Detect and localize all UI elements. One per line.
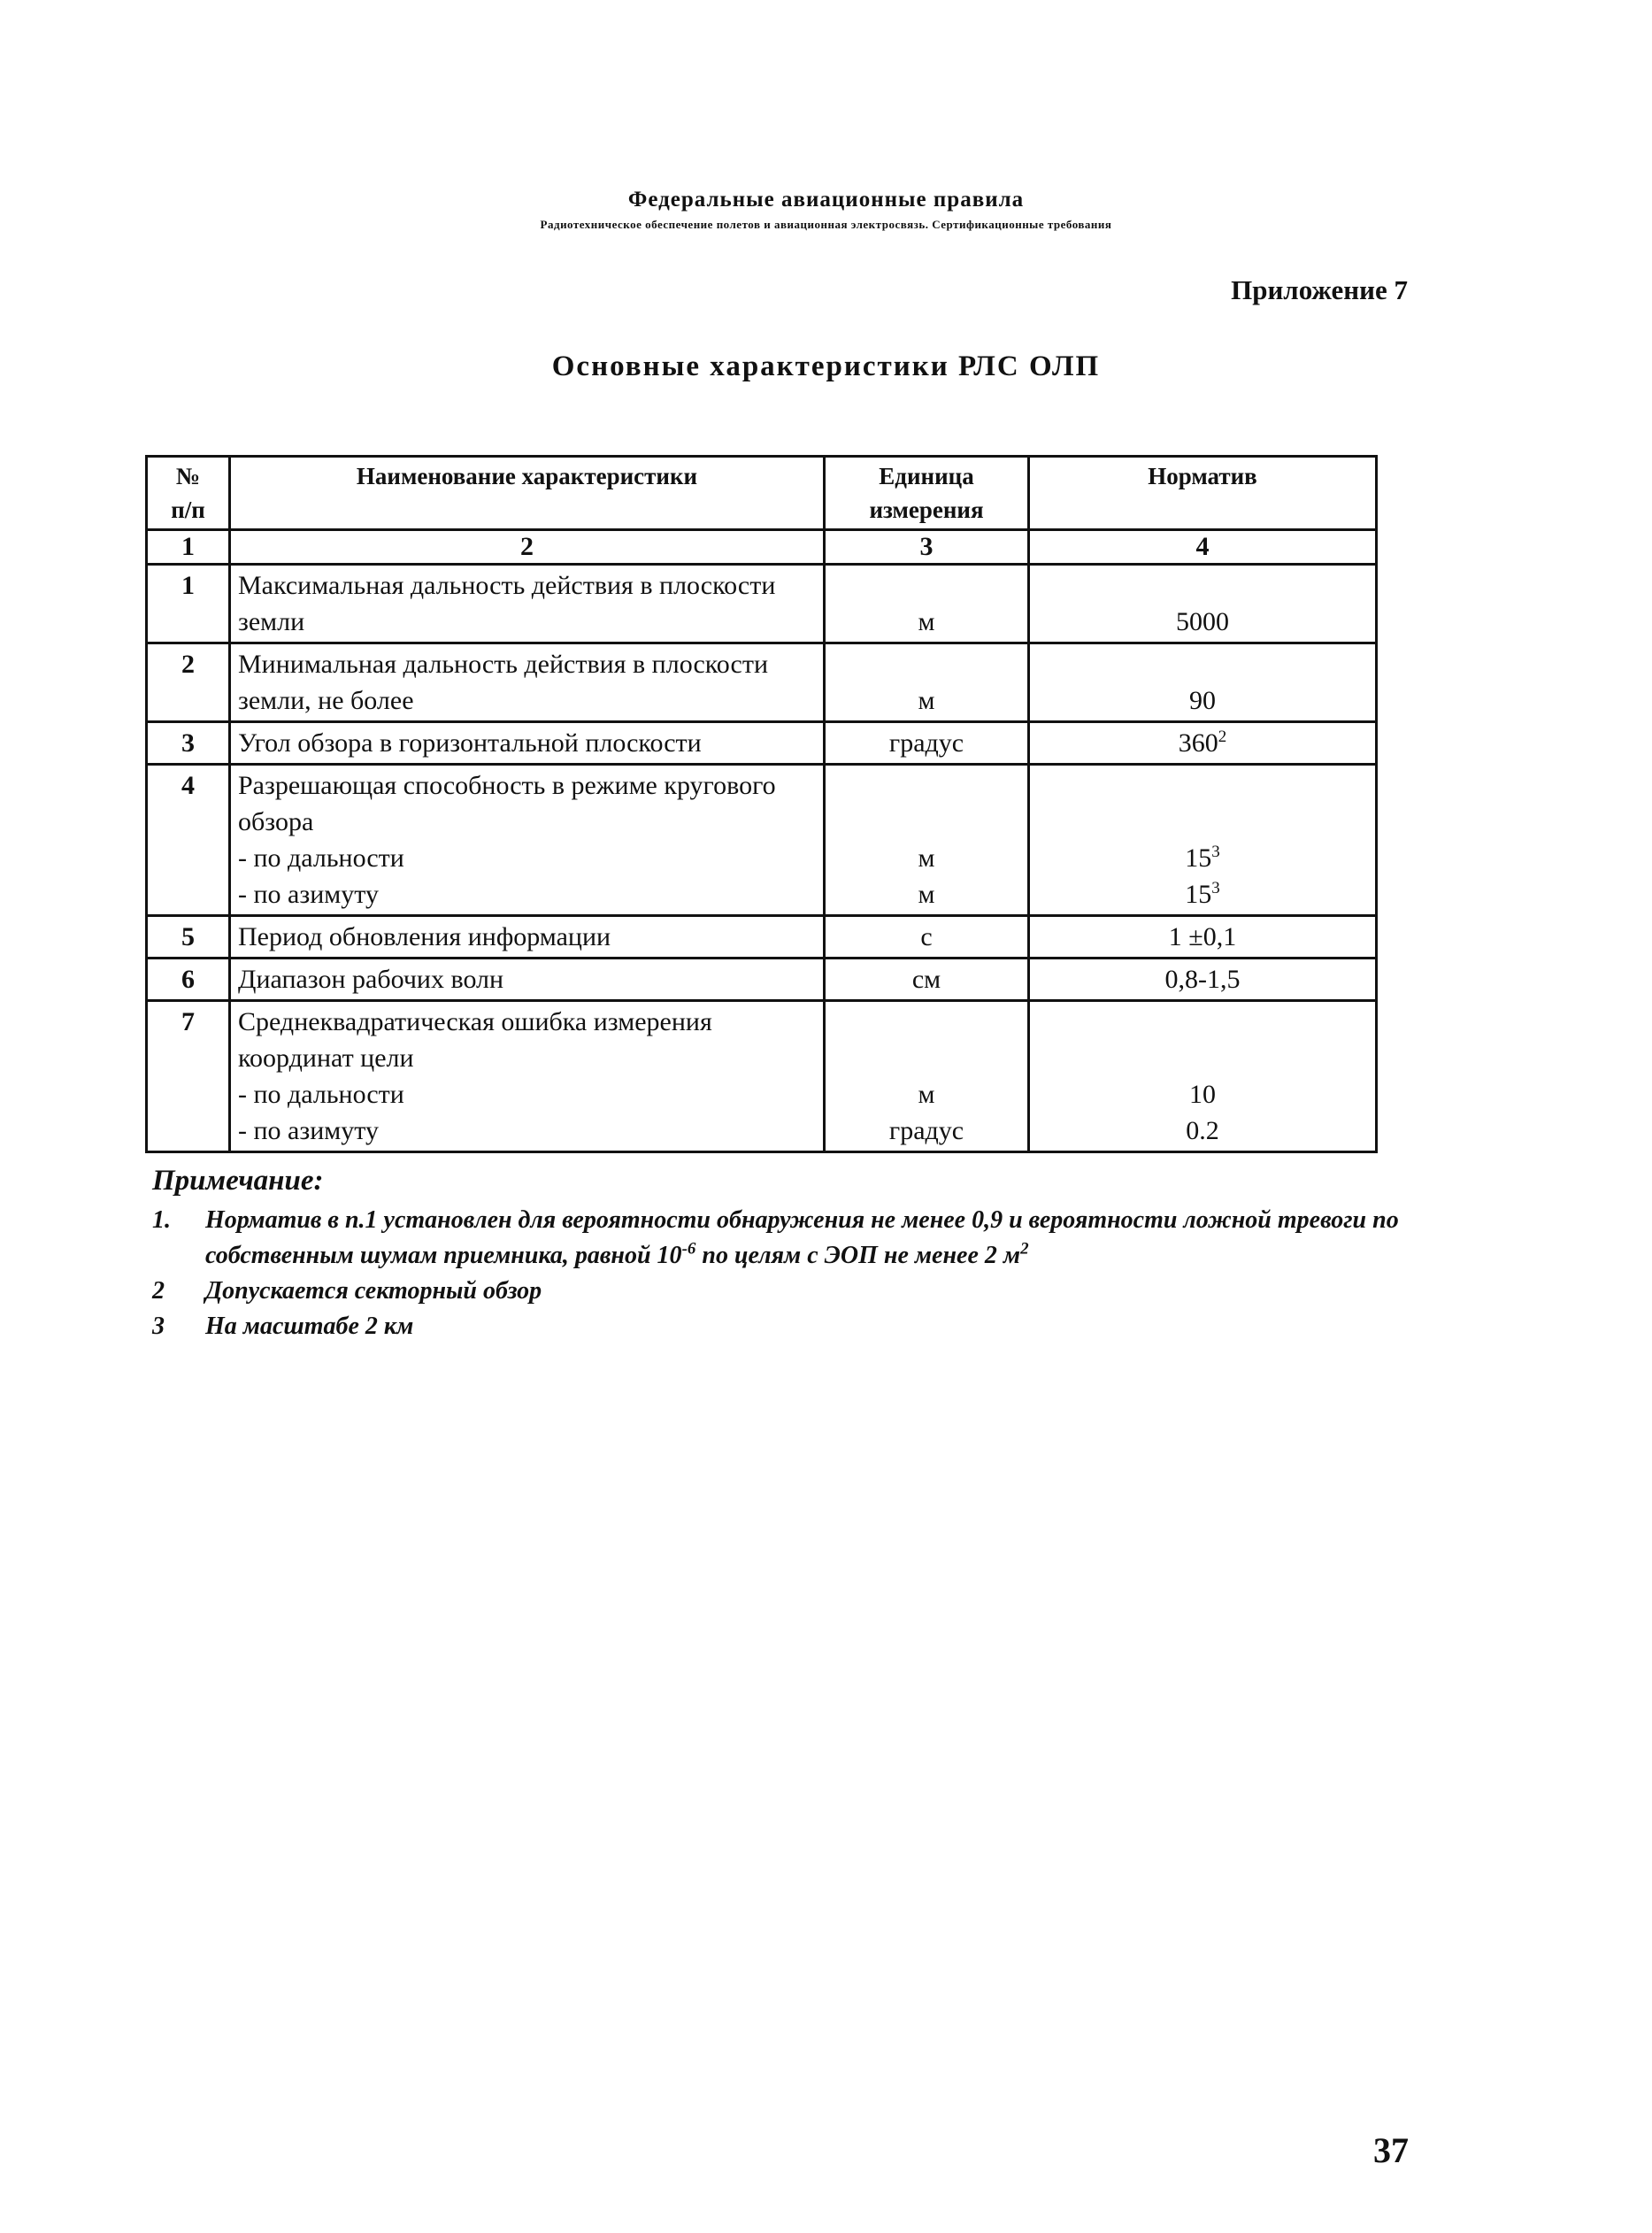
row-index: 7 (147, 1001, 230, 1152)
norm-number: 5000 (1176, 607, 1229, 636)
norm-value (1037, 604, 1368, 640)
note-1-number: 1. (152, 1206, 171, 1234)
appendix-label: Приложение 7 (1231, 274, 1408, 305)
row-index: 2 (147, 643, 230, 722)
norm-value (1037, 1076, 1368, 1113)
row-index: 3 (147, 722, 230, 765)
norm-number: 15 (1185, 843, 1212, 873)
note-1-text-a: Норматив в п.1 установлен для вероятности обнаружения не менее 0,9 и вероятности ложной тревоги по собственным шумам приемника, равной 10 (205, 1206, 1399, 1269)
header-norm: Норматив (1029, 457, 1377, 530)
norm-number: 0.2 (1186, 1116, 1219, 1145)
header-unit (825, 457, 1029, 530)
note-1 (152, 1203, 1418, 1274)
unit-value: м (918, 1080, 935, 1109)
row-characteristic-name: Минимальная дальность действия в плоскости земли, не более (230, 643, 825, 722)
row-unit (825, 565, 1029, 643)
table-row (147, 959, 1377, 1001)
page-number: 37 (1373, 2130, 1409, 2170)
footnote-ref: 3 (1211, 879, 1220, 897)
row-characteristic-name: Диапазон рабочих волн (230, 959, 825, 1001)
row-norm (1029, 765, 1377, 916)
norm-number: 1 ±0,1 (1168, 922, 1237, 951)
table-row (147, 565, 1377, 643)
header-num-line1: № (175, 463, 201, 489)
row-norm (1029, 959, 1377, 1001)
unit-value: м (918, 843, 935, 873)
norm-number: 0,8-1,5 (1164, 965, 1241, 994)
row-unit (825, 959, 1029, 1001)
col-number-2: 2 (230, 530, 825, 565)
norm-number: 10 (1189, 1080, 1216, 1109)
row-norm (1029, 722, 1377, 765)
document-title: Основные характеристики РЛС ОЛП (551, 350, 1101, 382)
norm-number: 15 (1185, 880, 1212, 909)
norm-value (1037, 961, 1368, 997)
row-characteristic-name: Период обновления информации (230, 916, 825, 959)
note-1-sup-1: -6 (681, 1239, 696, 1259)
unit-value: градус (888, 728, 964, 758)
note-2-number: 2 (152, 1277, 165, 1305)
note-3-number: 3 (152, 1313, 165, 1340)
row-index: 4 (147, 765, 230, 916)
unit-value: градус (888, 1116, 964, 1145)
note-2 (152, 1274, 1418, 1309)
row-characteristic-name: Угол обзора в горизонтальной плоскости (230, 722, 825, 765)
row-unit (825, 916, 1029, 959)
table-row (147, 916, 1377, 959)
row-index: 6 (147, 959, 230, 1001)
unit-value: м (918, 607, 935, 636)
table-row (147, 1001, 1377, 1152)
header-num-line2: п/п (171, 497, 205, 523)
table-row (147, 765, 1377, 916)
row-unit (825, 765, 1029, 916)
notes-section (152, 1165, 1418, 1344)
row-unit (825, 643, 1029, 722)
note-1-sup-2: 2 (1020, 1239, 1029, 1259)
notes-title: Примечание: (152, 1165, 324, 1197)
table-row (147, 722, 1377, 765)
col-number-1: 1 (147, 530, 230, 565)
norm-value (1037, 919, 1368, 955)
unit-value: с (920, 922, 933, 951)
unit-value: м (918, 880, 935, 909)
norm-value (1037, 876, 1368, 912)
row-index: 5 (147, 916, 230, 959)
note-1-text (205, 1203, 1418, 1274)
unit-value: см (911, 965, 941, 994)
note-3-text: На масштабе 2 км (205, 1313, 414, 1340)
characteristics-table (145, 455, 1378, 1153)
col-number-3: 3 (825, 530, 1029, 565)
table-header-row (147, 457, 1377, 530)
note-3 (152, 1309, 1418, 1344)
row-characteristic-name: Максимальная дальность действия в плоскости земли (230, 565, 825, 643)
row-unit (825, 1001, 1029, 1152)
unit-value: м (918, 686, 935, 715)
row-norm (1029, 1001, 1377, 1152)
norm-number: 360 (1178, 728, 1218, 758)
header-unit-line1: Единица (879, 463, 974, 489)
row-characteristic-name: Разрешающая способность в режиме кругового обзора - по дальности - по азимуту (230, 765, 825, 916)
note-1-text-b: по целям с ЭОП не менее 2 м (695, 1242, 1021, 1269)
row-characteristic-name: Среднеквадратическая ошибка измерения координат цели - по дальности - по азимуту (230, 1001, 825, 1152)
column-number-row (147, 530, 1377, 565)
norm-number: 90 (1189, 686, 1216, 715)
header-line-2: Радиотехническое обеспечение полетов и авиационная электросвязь. Сертификационные требования (540, 218, 1112, 231)
row-norm (1029, 565, 1377, 643)
row-norm (1029, 643, 1377, 722)
header-unit-line2: измерения (869, 497, 984, 523)
row-norm (1029, 916, 1377, 959)
footnote-ref: 2 (1218, 728, 1227, 746)
header-num (147, 457, 230, 530)
norm-value (1037, 840, 1368, 876)
header-name: Наименование характеристики (230, 457, 825, 530)
row-unit (825, 722, 1029, 765)
table-row (147, 643, 1377, 722)
footnote-ref: 3 (1211, 843, 1220, 861)
norm-value (1037, 682, 1368, 719)
norm-value (1037, 725, 1368, 761)
row-index: 1 (147, 565, 230, 643)
col-number-4: 4 (1029, 530, 1377, 565)
header-line-1: Федеральные авиационные правила (627, 188, 1025, 212)
norm-value (1037, 1113, 1368, 1149)
note-2-text: Допускается секторный обзор (205, 1277, 542, 1305)
